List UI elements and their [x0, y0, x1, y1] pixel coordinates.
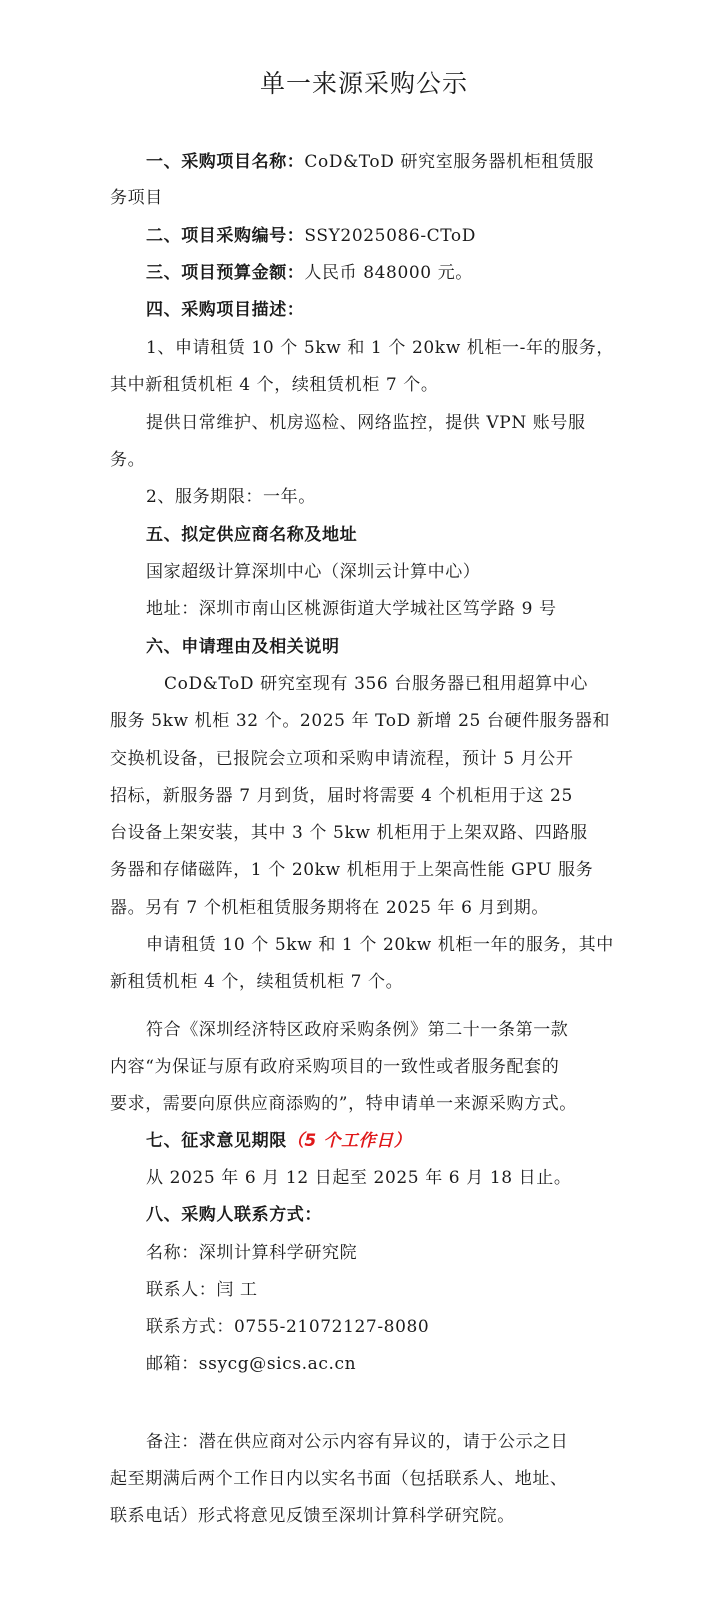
comply-line: 符合《深圳经济特区政府采购条例》第二十一条第一款 [146, 1020, 569, 1040]
purchaser-name: 名称：深圳计算科学研究院 [146, 1243, 358, 1263]
item2-heading [146, 224, 610, 248]
item7-note: （5 个工作日） [286, 1131, 412, 1151]
item2-value: SSY2025086-CToD [304, 226, 476, 246]
item1-value-line1: CoD&ToD 研究室服务器机柜租赁服 [304, 152, 595, 172]
reason-line: 务器和存储磁阵，1 个 20kw 机柜用于上架高性能 GPU 服务 [110, 860, 594, 880]
item3-value: 人民币 848000 元。 [304, 263, 473, 283]
item7-label: 七、征求意见期限 [146, 1131, 287, 1151]
reason-line: 器。另有 7 个机柜租赁服务期将在 2025 年 6 月到期。 [110, 898, 549, 918]
item7-heading [146, 1129, 610, 1153]
reason-line: CoD&ToD 研究室现有 356 台服务器已租用超算中心 [164, 674, 588, 694]
remark-line: 起至期满后两个工作日内以实名书面（包括联系人、地址、 [110, 1469, 568, 1489]
remark-line: 联系电话）形式将意见反馈至深圳计算科学研究院。 [110, 1506, 515, 1526]
item4-heading: 四、采购项目描述： [146, 300, 305, 320]
item5-heading: 五、拟定供应商名称及地址 [146, 525, 358, 545]
item8-heading: 八、采购人联系方式： [146, 1205, 322, 1225]
item4-desc3: 2、服务期限：一年。 [146, 487, 316, 507]
item2-label: 二、项目采购编号： [146, 226, 305, 246]
contact-phone: 联系方式：0755-21072127-8080 [146, 1317, 430, 1337]
item4-desc1-line1: 1、申请租赁 10 个 5kw 和 1 个 20kw 机柜一-年的服务， [146, 338, 614, 358]
item4-desc2-line1: 提供日常维护、机房巡检、网络监控，提供 VPN 账号服 [146, 413, 586, 433]
remark-line: 备注：潜在供应商对公示内容有异议的，请于公示之日 [146, 1432, 569, 1452]
apply-line: 申请租赁 10 个 5kw 和 1 个 20kw 机柜一年的服务，其中 [146, 935, 614, 955]
reason-line: 交换机设备，已报院会立项和采购申请流程，预计 5 月公开 [110, 749, 574, 769]
supplier-address: 地址：深圳市南山区桃源街道大学城社区笃学路 9 号 [146, 599, 557, 619]
supplier-name: 国家超级计算深圳中心（深圳云计算中心） [146, 562, 481, 582]
comment-period: 从 2025 年 6 月 12 日起至 2025 年 6 月 18 日止。 [146, 1168, 572, 1188]
contact-person: 联系人：闫 工 [146, 1280, 258, 1300]
contact-email: 邮箱：ssycg@sics.ac.cn [146, 1354, 357, 1374]
apply-line: 新租赁机柜 4 个，续租赁机柜 7 个。 [110, 972, 404, 992]
item4-desc2-line2: 务。 [110, 450, 146, 470]
item1-heading [146, 150, 610, 174]
reason-line: 服务 5kw 机柜 32 个。2025 年 ToD 新增 25 台硬件服务器和 [110, 711, 611, 731]
reason-line: 台设备上架安装，其中 3 个 5kw 机柜用于上架双路、四路服 [110, 823, 588, 843]
item1-value-line2: 务项目 [110, 188, 163, 208]
comply-line: 要求，需要向原供应商添购的”，特申请单一来源采购方式。 [110, 1094, 577, 1114]
item3-heading [146, 261, 610, 285]
page-title: 单一来源采购公示 [259, 69, 468, 98]
item3-label: 三、项目预算金额： [146, 263, 305, 283]
item6-heading: 六、申请理由及相关说明 [146, 637, 340, 657]
item1-label: 一、采购项目名称： [146, 152, 305, 172]
item4-desc1-line2: 其中新租赁机柜 4 个，续租赁机柜 7 个。 [110, 375, 439, 395]
reason-line: 招标，新服务器 7 月到货，届时将需要 4 个机柜用于这 25 [110, 786, 573, 806]
comply-line: 内容“为保证与原有政府采购项目的一致性或者服务配套的 [110, 1057, 560, 1077]
